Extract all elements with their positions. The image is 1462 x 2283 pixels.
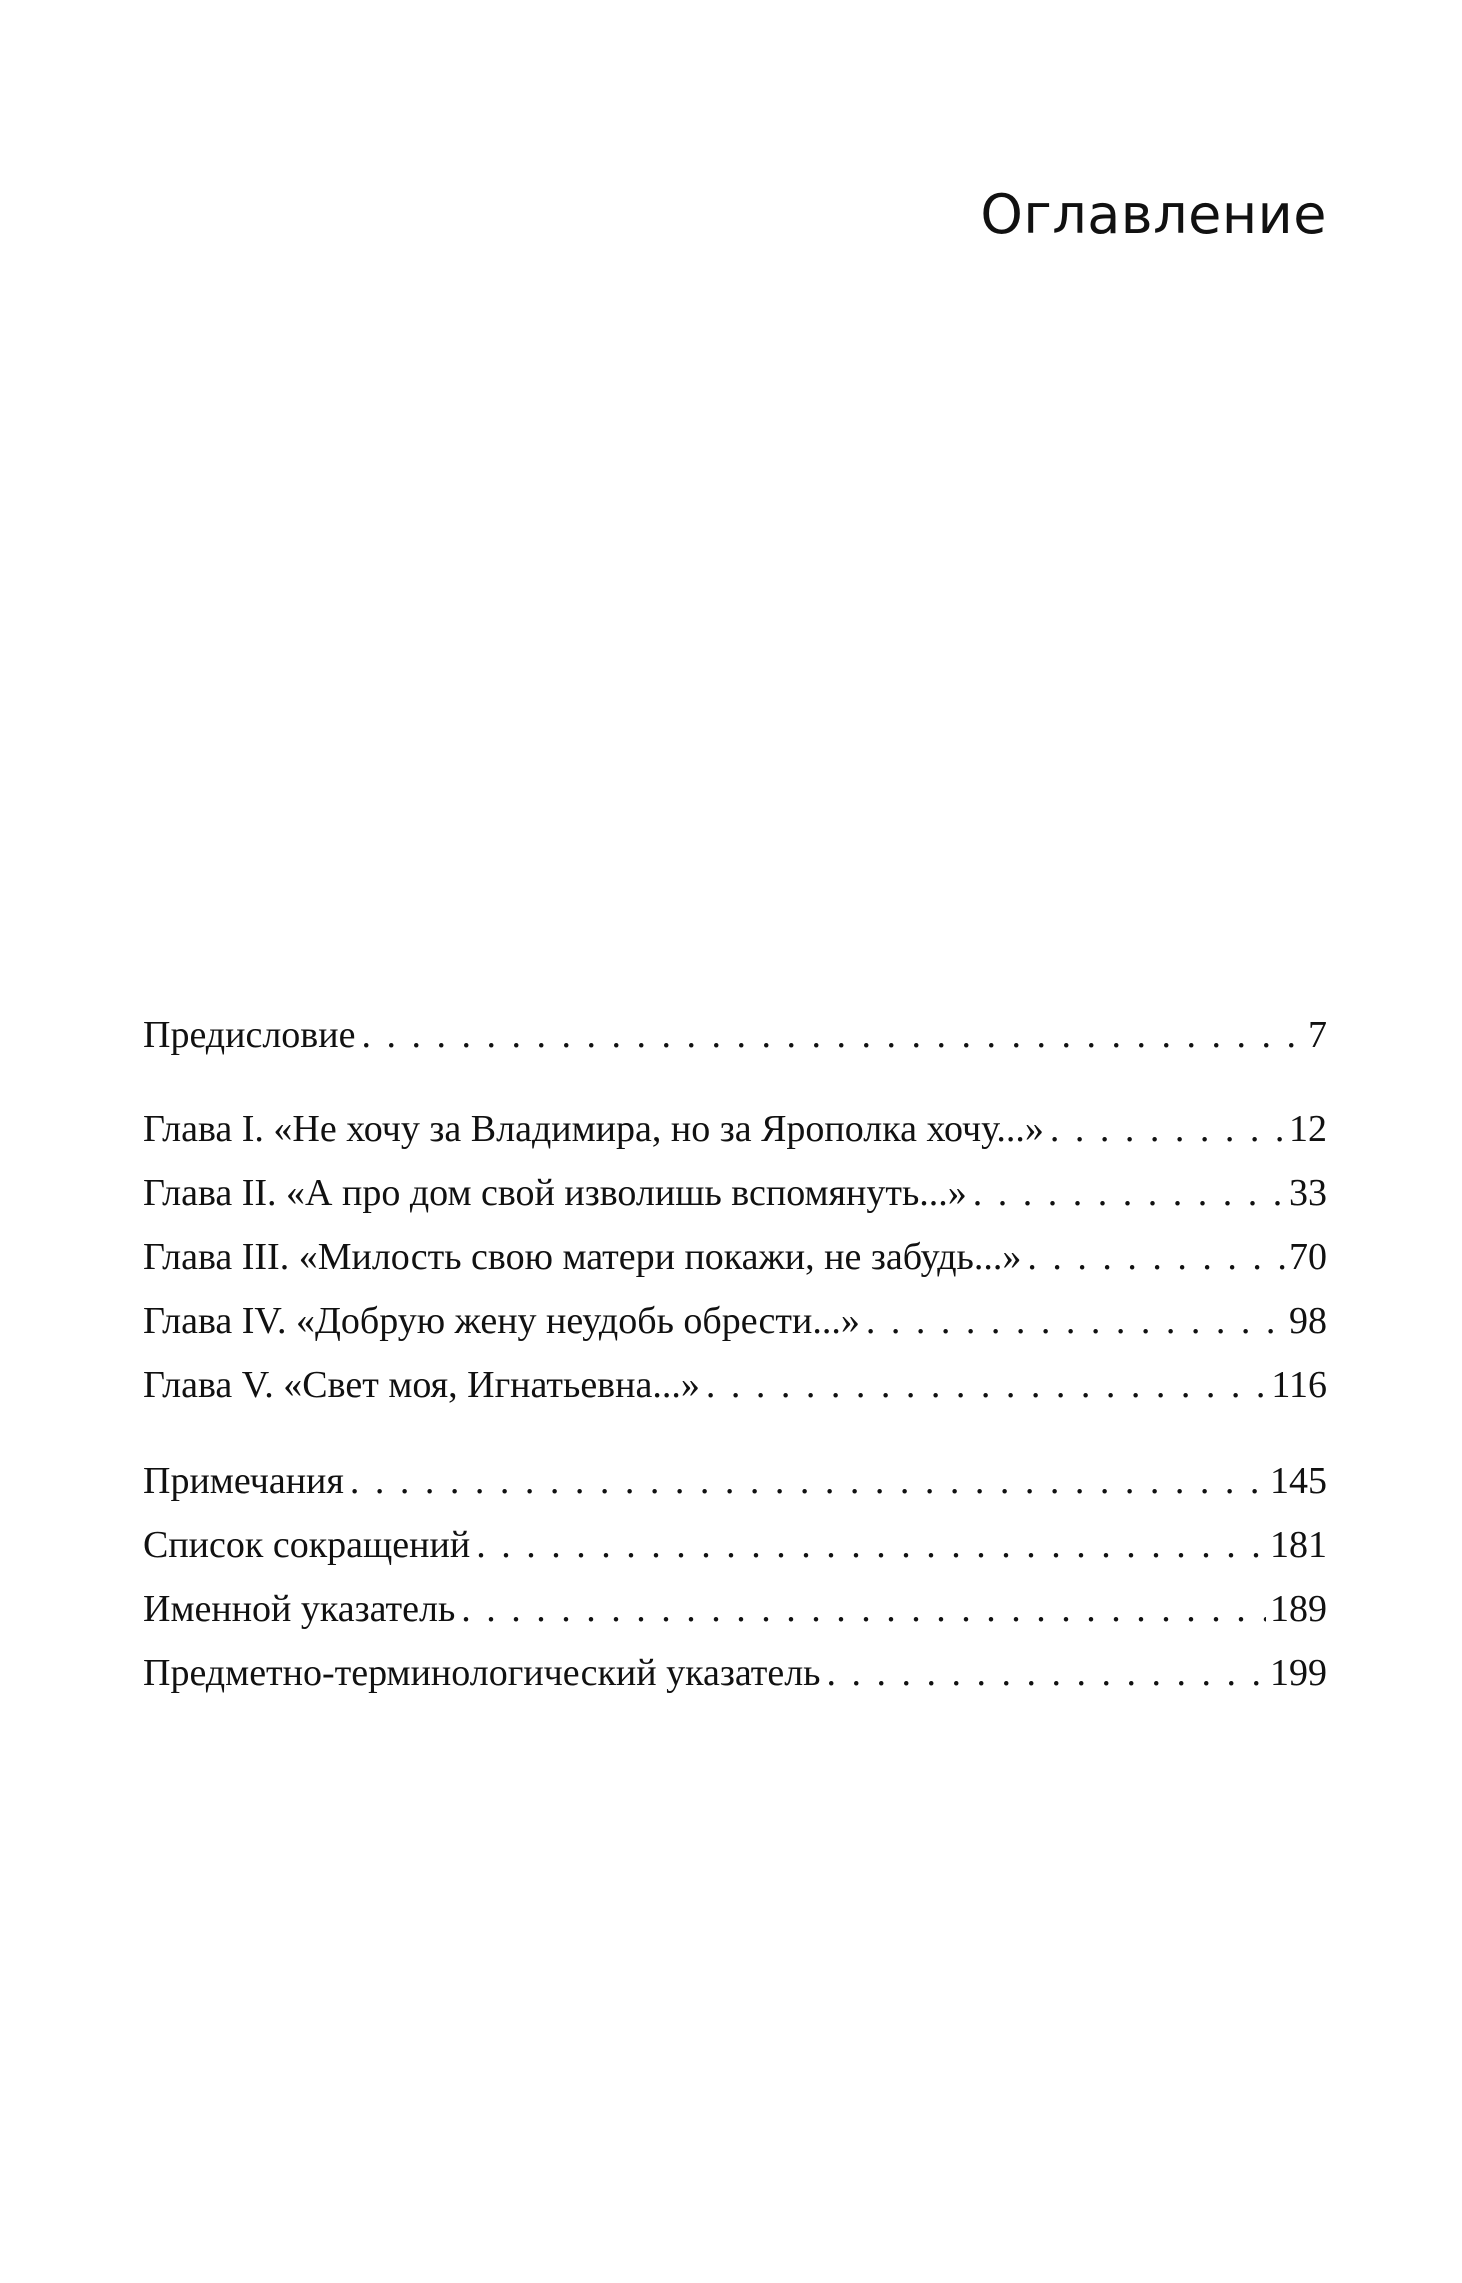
dot-leader xyxy=(461,1590,1266,1628)
toc-entry-page: 199 xyxy=(1270,1654,1327,1694)
toc-entry-page: 7 xyxy=(1308,1016,1327,1056)
toc-entry-page: 181 xyxy=(1270,1526,1327,1566)
toc-entry-page: 145 xyxy=(1270,1462,1327,1502)
toc-entry-abbreviations[interactable] xyxy=(143,1526,1327,1572)
toc-entry-label: Глава IV. «Добрую жену неудобь обрести...» xyxy=(143,1302,860,1342)
toc-entry-label: Глава I. «Не хочу за Владимира, но за Ярополка хочу...» xyxy=(143,1110,1044,1150)
dot-leader xyxy=(706,1366,1268,1404)
toc-entry-chapter-3[interactable] xyxy=(143,1238,1327,1284)
dot-leader xyxy=(866,1302,1285,1340)
dot-leader xyxy=(350,1462,1266,1500)
dot-leader xyxy=(361,1016,1304,1054)
toc-entry-page: 98 xyxy=(1289,1302,1327,1342)
dot-leader xyxy=(973,1174,1285,1212)
toc-entry-page: 189 xyxy=(1270,1590,1327,1630)
toc-entry-label: Именной указатель xyxy=(143,1590,456,1630)
toc-entry-preface[interactable] xyxy=(143,1016,1327,1062)
toc-entry-chapter-5[interactable] xyxy=(143,1366,1327,1412)
toc-entry-chapter-4[interactable] xyxy=(143,1302,1327,1348)
toc-entry-label: Предметно-терминологический указатель xyxy=(143,1654,821,1694)
toc-entry-label: Примечания xyxy=(143,1462,344,1502)
dot-leader xyxy=(827,1654,1267,1692)
toc-entry-notes[interactable] xyxy=(143,1462,1327,1508)
toc-entry-page: 70 xyxy=(1289,1238,1327,1278)
toc-entry-label: Список сокращений xyxy=(143,1526,471,1566)
toc-entry-chapter-1[interactable] xyxy=(143,1110,1327,1156)
toc-entry-page: 116 xyxy=(1271,1366,1327,1406)
toc-entry-subject-index[interactable] xyxy=(143,1654,1327,1700)
toc-entry-page: 12 xyxy=(1289,1110,1327,1150)
toc-entry-label: Глава V. «Свет моя, Игнатьевна...» xyxy=(143,1366,700,1406)
toc-entry-page: 33 xyxy=(1289,1174,1327,1214)
toc-entry-name-index[interactable] xyxy=(143,1590,1327,1636)
dot-leader xyxy=(1050,1110,1285,1148)
toc-entry-label: Глава III. «Милость свою матери покажи, не забудь...» xyxy=(143,1238,1022,1278)
dot-leader xyxy=(476,1526,1266,1564)
dot-leader xyxy=(1027,1238,1285,1276)
toc-entry-chapter-2[interactable] xyxy=(143,1174,1327,1220)
toc-entry-label: Предисловие xyxy=(143,1016,356,1056)
page-title: Оглавление xyxy=(980,183,1327,246)
toc-entry-label: Глава II. «А про дом свой изволишь вспомянуть...» xyxy=(143,1174,967,1214)
